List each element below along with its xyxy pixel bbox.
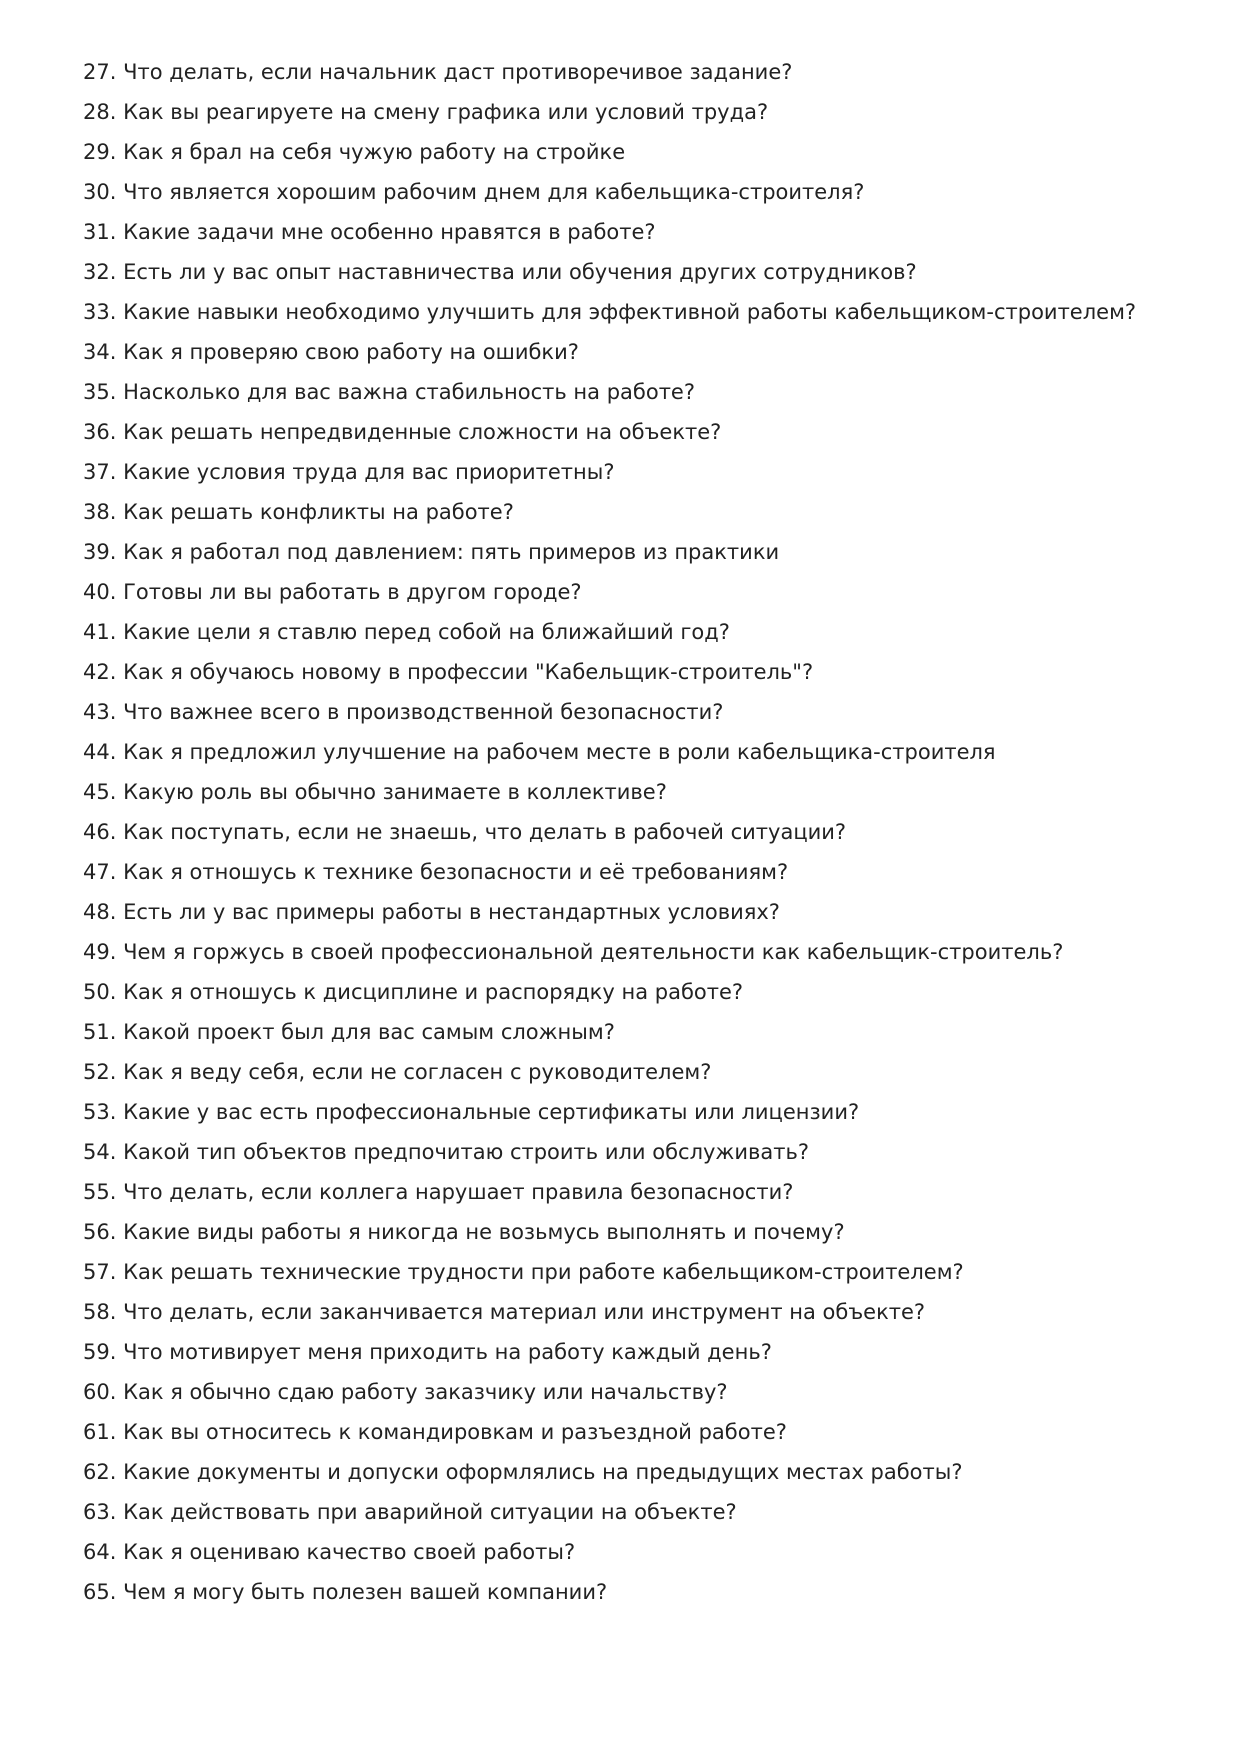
list-item: 29. Как я брал на себя чужую работу на стройке	[83, 140, 626, 164]
list-item: 40. Готовы ли вы работать в другом городе?	[83, 580, 582, 604]
list-item: 62. Какие документы и допуски оформлялись на предыдущих местах работы?	[83, 1460, 963, 1484]
list-item: 31. Какие задачи мне особенно нравятся в работе?	[83, 220, 656, 244]
list-item: 58. Что делать, если заканчивается материал или инструмент на объекте?	[83, 1300, 926, 1324]
list-item: 49. Чем я горжусь в своей профессиональной деятельности как кабельщик-строитель?	[83, 940, 1064, 964]
list-item: 61. Как вы относитесь к командировкам и разъездной работе?	[83, 1420, 787, 1444]
list-item: 53. Какие у вас есть профессиональные сертификаты или лицензии?	[83, 1100, 860, 1124]
list-item: 52. Как я веду себя, если не согласен с руководителем?	[83, 1060, 712, 1084]
list-item: 27. Что делать, если начальник даст противоречивое задание?	[83, 60, 793, 84]
list-item: 59. Что мотивирует меня приходить на работу каждый день?	[83, 1340, 772, 1364]
list-item: 35. Насколько для вас важна стабильность на работе?	[83, 380, 695, 404]
list-item: 30. Что является хорошим рабочим днем для кабельщика-строителя?	[83, 180, 865, 204]
list-item: 47. Как я отношусь к технике безопасности и её требованиям?	[83, 860, 789, 884]
list-item: 45. Какую роль вы обычно занимаете в коллективе?	[83, 780, 667, 804]
list-item: 41. Какие цели я ставлю перед собой на ближайший год?	[83, 620, 730, 644]
list-item: 33. Какие навыки необходимо улучшить для эффективной работы кабельщиком-строителем?	[83, 300, 1137, 324]
list-item: 56. Какие виды работы я никогда не возьмусь выполнять и почему?	[83, 1220, 845, 1244]
list-item: 64. Как я оцениваю качество своей работы?	[83, 1540, 576, 1564]
list-item: 28. Как вы реагируете на смену графика или условий труда?	[83, 100, 769, 124]
list-item: 34. Как я проверяю свою работу на ошибки?	[83, 340, 579, 364]
list-item: 57. Как решать технические трудности при работе кабельщиком-строителем?	[83, 1260, 964, 1284]
list-item: 38. Как решать конфликты на работе?	[83, 500, 514, 524]
question-list	[83, 52, 1143, 1612]
list-item: 39. Как я работал под давлением: пять примеров из практики	[83, 540, 780, 564]
list-item: 60. Как я обычно сдаю работу заказчику или начальству?	[83, 1380, 728, 1404]
list-item: 54. Какой тип объектов предпочитаю строить или обслуживать?	[83, 1140, 809, 1164]
list-item: 37. Какие условия труда для вас приоритетны?	[83, 460, 615, 484]
list-item: 51. Какой проект был для вас самым сложным?	[83, 1020, 615, 1044]
list-item: 50. Как я отношусь к дисциплине и распорядку на работе?	[83, 980, 744, 1004]
list-item: 44. Как я предложил улучшение на рабочем месте в роли кабельщика-строителя	[83, 740, 996, 764]
list-item: 42. Как я обучаюсь новому в профессии "Кабельщик-строитель"?	[83, 660, 814, 684]
list-item: 32. Есть ли у вас опыт наставничества или обучения других сотрудников?	[83, 260, 917, 284]
list-item: 65. Чем я могу быть полезен вашей компании?	[83, 1580, 608, 1604]
list-item: 63. Как действовать при аварийной ситуации на объекте?	[83, 1500, 737, 1524]
list-item: 55. Что делать, если коллега нарушает правила безопасности?	[83, 1180, 794, 1204]
list-item: 48. Есть ли у вас примеры работы в нестандартных условиях?	[83, 900, 780, 924]
list-item: 46. Как поступать, если не знаешь, что делать в рабочей ситуации?	[83, 820, 847, 844]
list-item: 43. Что важнее всего в производственной безопасности?	[83, 700, 724, 724]
list-item: 36. Как решать непредвиденные сложности на объекте?	[83, 420, 722, 444]
